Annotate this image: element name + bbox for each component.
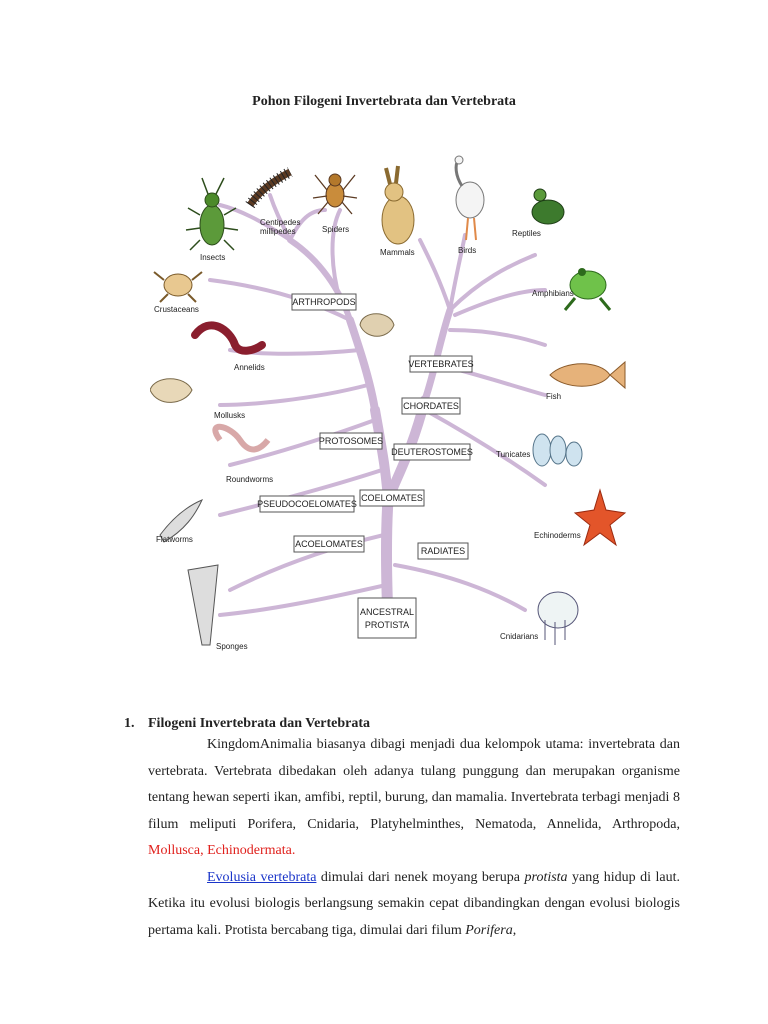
label-fish: Fish: [546, 392, 562, 401]
label-reptiles: Reptiles: [512, 229, 541, 238]
svg-text:PROTOSOMES: PROTOSOMES: [318, 436, 384, 446]
label-centipedes-line2: millipedes: [260, 227, 296, 236]
svg-text:PSEUDOCOELOMATES: PSEUDOCOELOMATES: [257, 499, 357, 509]
label-sponges: Sponges: [216, 642, 248, 651]
paragraph-1: [124, 732, 680, 865]
insect-illustration: [186, 178, 238, 250]
svg-text:ARTHROPODS: ARTHROPODS: [292, 297, 356, 307]
svg-text:COELOMATES: COELOMATES: [361, 493, 423, 503]
paragraph-2-italic-protista: protista: [524, 869, 568, 885]
crab-illustration: [154, 272, 202, 302]
section-heading-text: Filogeni Invertebrata dan Vertebrata: [148, 716, 371, 731]
earthworm-illustration: [195, 325, 262, 350]
svg-text:CHORDATES: CHORDATES: [403, 401, 459, 411]
label-mollusks: Mollusks: [214, 411, 246, 420]
paragraph-2-text-a: dimulai dari nenek moyang berupa: [316, 869, 525, 885]
paragraph-2-italic-porifera: Porifera: [465, 922, 513, 938]
label-insects: Insects: [200, 253, 226, 262]
evolusia-vertebrata-link[interactable]: Evolusia vertebrata: [207, 869, 317, 885]
paragraph-1-highlight: Mollusca, Echinodermata.: [148, 843, 296, 858]
svg-text:ANCESTRAL: ANCESTRAL: [359, 607, 415, 617]
label-mammals: Mammals: [380, 248, 415, 257]
sponge-illustration: [188, 565, 218, 645]
clade-arthropods: [292, 294, 356, 310]
paragraph-2-text-c: ,: [512, 922, 517, 938]
label-centipedes-line1: Centipedes: [260, 218, 301, 227]
tree-branches: [210, 195, 545, 620]
svg-text:ACOELOMATES: ACOELOMATES: [295, 539, 363, 549]
tunicate-illustration: [533, 434, 582, 466]
clade-coelomates: [360, 490, 424, 506]
turtle-illustration: [532, 189, 564, 224]
section-number: 1.: [124, 716, 135, 731]
paragraph-1-text: KingdomAnimalia biasanya dibagi menjadi dua kelompok utama: invertebrata dan vertebrata. Vertebrata dibedakan oleh adanya tulang punggung dan merupakan organisme tentang hewan seperti ikan, amfibi, reptil, burung, dan mamalia. Invertebrata terbagi menjadi 8 filum meliputi Porifera, Cnidaria, Platyhelminthes, Nematoda, Annelida, Arthropoda,: [148, 737, 680, 832]
clade-pseudocoelomates: [257, 496, 357, 512]
label-flatworms: Flatworms: [156, 535, 193, 544]
clade-vertebrates: [408, 356, 473, 372]
rabbit-illustration: [382, 166, 414, 244]
jellyfish-illustration: [538, 592, 578, 645]
clade-ancestral-protista: [358, 598, 416, 638]
label-tunicates: Tunicates: [496, 450, 531, 459]
label-amphibians: Amphibians: [532, 289, 574, 298]
svg-text:VERTEBRATES: VERTEBRATES: [408, 359, 474, 369]
label-crustaceans: Crustaceans: [154, 305, 199, 314]
section-heading: [124, 716, 680, 732]
paragraph-2-text-b: yang hidup di laut. Ketika itu evolusi biologis berlangsung semakin cepat dibandingkan dengan evolusi biologis pertama kali. Protista bercabang tiga, dimulai dari filum: [148, 869, 680, 938]
svg-text:RADIATES: RADIATES: [420, 546, 466, 556]
page-title: Pohon Filogeni Invertebrata dan Vertebrata: [252, 94, 516, 109]
clade-radiates: [418, 543, 468, 559]
svg-text:DEUTEROSTOMES: DEUTEROSTOMES: [391, 447, 473, 457]
clade-deuterostomes: [391, 444, 473, 460]
label-roundworms: Roundworms: [226, 475, 274, 484]
clade-chordates: [402, 398, 460, 414]
label-annelids: Annelids: [234, 363, 265, 372]
label-birds: Birds: [458, 246, 477, 255]
label-spiders: Spiders: [322, 225, 350, 234]
paragraph-2: [124, 865, 680, 945]
bird-illustration: [455, 156, 484, 240]
fish-illustration: [550, 362, 625, 388]
label-echinoderms: Echinoderms: [534, 531, 581, 540]
clade-protosomes: [319, 433, 383, 449]
spider-illustration: [313, 174, 357, 214]
roundworm-illustration: [215, 427, 268, 450]
clade-acoelomates: [294, 536, 364, 552]
label-cnidarians: Cnidarians: [500, 632, 539, 641]
starfish-illustration: [575, 490, 625, 545]
phylogenetic-tree-figure: [150, 150, 640, 670]
section-phylogeny: [124, 716, 680, 944]
svg-text:PROTISTA: PROTISTA: [364, 620, 410, 630]
